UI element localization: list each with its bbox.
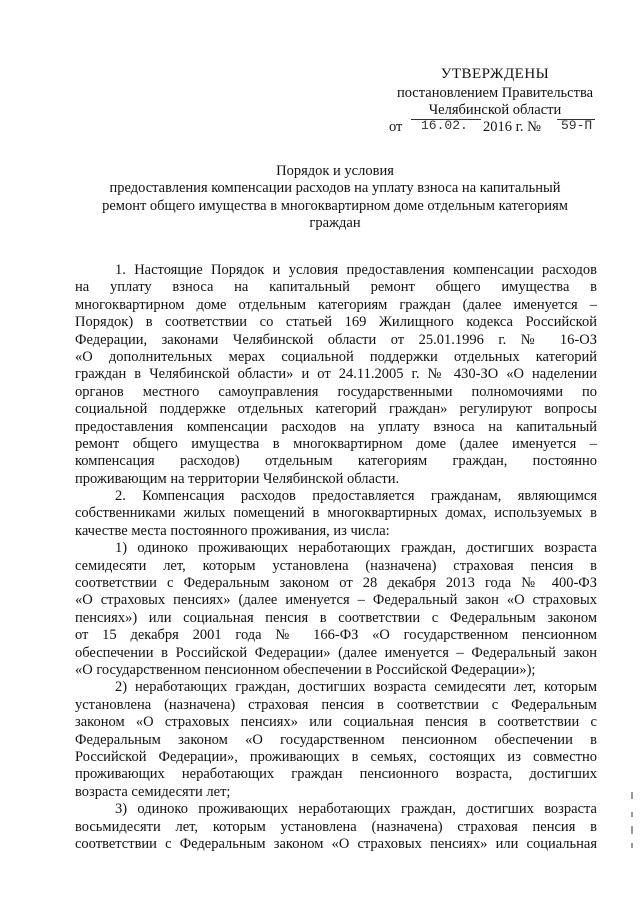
approval-from-label: от: [389, 119, 403, 135]
body-line: 1) одиноко проживающих неработающих граждан, достигших возраста: [115, 540, 597, 557]
scan-margin-mark: [631, 792, 633, 799]
body-line: качестве места постоянного проживания, из числа:: [75, 522, 390, 539]
body-line: законом «О страховых пенсиях» или социальная пенсия в соответствии с: [75, 714, 597, 731]
body-line: 1. Настоящие Порядок и условия предоставления компенсации расходов: [115, 262, 597, 278]
body-line: ремонт общего имущества в многоквартирном доме (далее именуется –: [75, 435, 597, 452]
body-line: органов местного самоуправления государственными полномочиями по: [75, 383, 597, 400]
date-underline: [411, 119, 481, 120]
body-line: «О дополнительных мерах социальной поддержки отдельных категорий: [75, 348, 597, 365]
approval-date-number-row: [389, 118, 595, 137]
approval-number: 59-П: [561, 118, 593, 133]
body-line: 2. Компенсация расходов предоставляется гражданам, являющимся: [115, 488, 597, 505]
title-line-3: ремонт общего имущества в многоквартирном доме отдельным категориям: [102, 197, 568, 214]
approval-year-label: 2016 г. №: [483, 119, 542, 135]
body-line: установлена (назначена) страховая пенсия в соответствии с Федеральным: [75, 696, 597, 713]
body-line: обеспечении в Российской Федерации» (далее именуется – Федеральный закон: [75, 644, 597, 661]
body-line: «О государственном пенсионном обеспечении в Российской Федерации»);: [75, 661, 536, 678]
document-title: [75, 163, 595, 233]
title-line-1: Порядок и условия: [276, 163, 394, 179]
body-line: социальной поддержке отдельных категорий граждан» регулируют вопросы: [75, 401, 597, 418]
approval-heading: УТВЕРЖДЕНЫ: [440, 66, 550, 82]
body-line: граждан в Челябинской области» и от 24.11.2005 г. № 430-ЗО «О наделении: [75, 366, 597, 383]
body-line: соответствии с Федеральным законом от 28 декабря 2013 года № 400-ФЗ: [75, 575, 597, 592]
number-underline: [557, 119, 595, 120]
body-line: 2) неработающих граждан, достигших возраста семидесяти лет, которым: [115, 679, 597, 696]
body-line: на уплату взноса на капитальный ремонт общего имущества в: [75, 279, 597, 296]
scan-margin-mark: [631, 812, 633, 817]
approval-block: [389, 66, 595, 137]
title-line-4: граждан: [309, 215, 361, 232]
body-line: Российской Федерации», проживающих в семьях, состоящих из совместно: [75, 748, 597, 765]
body-line: Федерации, законами Челябинской области от 25.01.1996 г. № 16-ОЗ: [75, 331, 597, 348]
body-line: возраста семидесяти лет;: [75, 783, 231, 800]
title-line-2: предоставления компенсации расходов на уплату взноса на капитальный: [109, 180, 561, 197]
body-line: пенсиях») или социальная пенсия в соответствии с Федеральным законом: [75, 609, 597, 626]
body-line: многоквартирном доме отдельным категориям граждан (далее именуется –: [75, 296, 597, 313]
body-line: компенсация расходов) отдельным категориям граждан, постоянно: [75, 453, 597, 470]
body-line: собственниками жилых помещений в многоквартирных домах, используемых в: [75, 505, 597, 522]
body-line: предоставления компенсации расходов на уплату взноса на капитальный: [75, 418, 597, 435]
body-line: Федеральным законом «О государственном пенсионном обеспечении в: [75, 731, 597, 748]
body-line: проживающим на территории Челябинской области.: [75, 470, 400, 487]
document-body: [75, 262, 597, 853]
body-line: соответствии с Федеральным законом «О страховых пенсиях» или социальная: [75, 835, 597, 852]
body-line: Порядок) в соответствии со статьей 169 Жилищного кодекса Российской: [75, 314, 597, 331]
approval-line-1: постановлением Правительства: [396, 85, 594, 101]
body-line: от 15 декабря 2001 года № 166-ФЗ «О государственном пенсионном: [75, 627, 597, 644]
body-line: семидесяти лет, которым установлена (назначена) страховая пенсия в: [75, 557, 597, 574]
scan-margin-mark: [631, 826, 633, 834]
body-line: 3) одиноко проживающих неработающих граждан, достигших возраста: [115, 801, 597, 818]
scan-margin-mark: [631, 843, 633, 848]
approval-date: 16.02.: [421, 118, 468, 133]
approval-line-2: Челябинской области: [428, 102, 562, 118]
body-line: «О страховых пенсиях» (далее именуется – Федеральный закон «О страховых: [75, 592, 597, 609]
body-line: восьмидесяти лет, которым установлена (назначена) страховая пенсия в: [75, 818, 597, 835]
body-line: проживающих неработающих граждан пенсионного возраста, достигших: [75, 766, 597, 783]
